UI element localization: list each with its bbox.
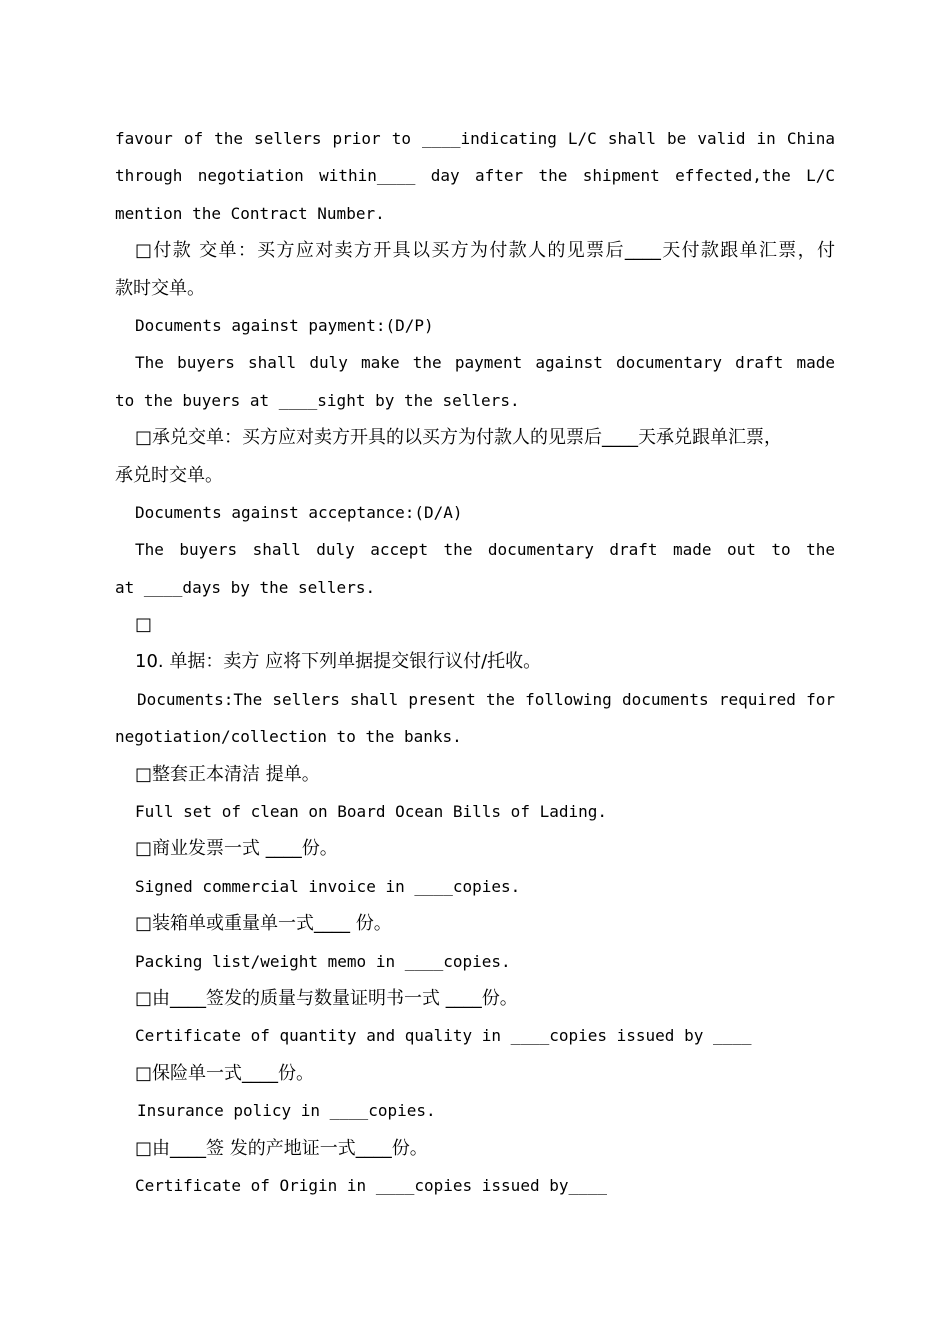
text-line: The buyers shall duly make the payment against documentary draft made <box>135 353 835 373</box>
text-line: 承兑时交单。 <box>115 464 223 486</box>
checkbox-option-text: □由____签发的质量与数量证明书一式 ____份。 <box>135 987 518 1009</box>
checkbox-option-text: □装箱单或重量单一式____ 份。 <box>135 913 392 935</box>
checkbox-option-text: □承兑交单：买方应对卖方开具的以买方为付款人的见票后____天承兑跟单汇票， <box>135 427 783 449</box>
text-line: negotiation/collection to the banks. <box>115 727 462 747</box>
text-line: Packing list/weight memo in ____copies. <box>135 951 511 971</box>
text-line: Documents against payment:(D/P) <box>135 315 434 335</box>
text-line: favour of the sellers prior to ____indicating L/C shall be valid in China <box>115 129 835 148</box>
text-line: at ____days by the sellers. <box>115 577 376 597</box>
checkbox-option-text: □商业发票一式 ____份。 <box>135 838 338 860</box>
text-line: to the buyers at ____sight by the sellers. <box>115 390 520 410</box>
section-heading: 10. 单据：卖方 应将下列单据提交银行议付/托收。 <box>135 651 542 673</box>
text-line: through negotiation within____ day after the shipment effected,the L/C <box>115 166 835 186</box>
checkbox-option-text: □由____签 发的产地证一式____份。 <box>135 1137 428 1159</box>
document-page <box>115 120 835 1204</box>
text-line: Insurance policy in ____copies. <box>137 1101 436 1121</box>
text-line: 款时交单。 <box>115 277 205 299</box>
text-line: Full set of clean on Board Ocean Bills of Lading. <box>135 802 608 822</box>
text-line: Certificate of quantity and quality in ____copies issued by ____ <box>135 1026 752 1046</box>
checkbox-option-text: □整套正本清洁 提单。 <box>135 763 320 785</box>
text-line: The buyers shall duly accept the documentary draft made out to the <box>135 540 835 560</box>
text-line: mention the Contract Number. <box>115 203 385 223</box>
checkbox-option-text: □付款 交单：买方应对卖方开具以买方为付款人的见票后____天付款跟单汇票，付 <box>135 240 835 262</box>
text-line: Certificate of Origin in ____copies issued by____ <box>135 1175 608 1195</box>
text-line: Documents against acceptance:(D/A) <box>135 502 463 522</box>
checkbox-option-text: □ <box>135 614 153 636</box>
text-line: Documents:The sellers shall present the following documents required for <box>137 689 835 709</box>
checkbox-option-text: □保险单一式____份。 <box>135 1062 315 1084</box>
text-line: Signed commercial invoice in ____copies. <box>135 876 521 896</box>
